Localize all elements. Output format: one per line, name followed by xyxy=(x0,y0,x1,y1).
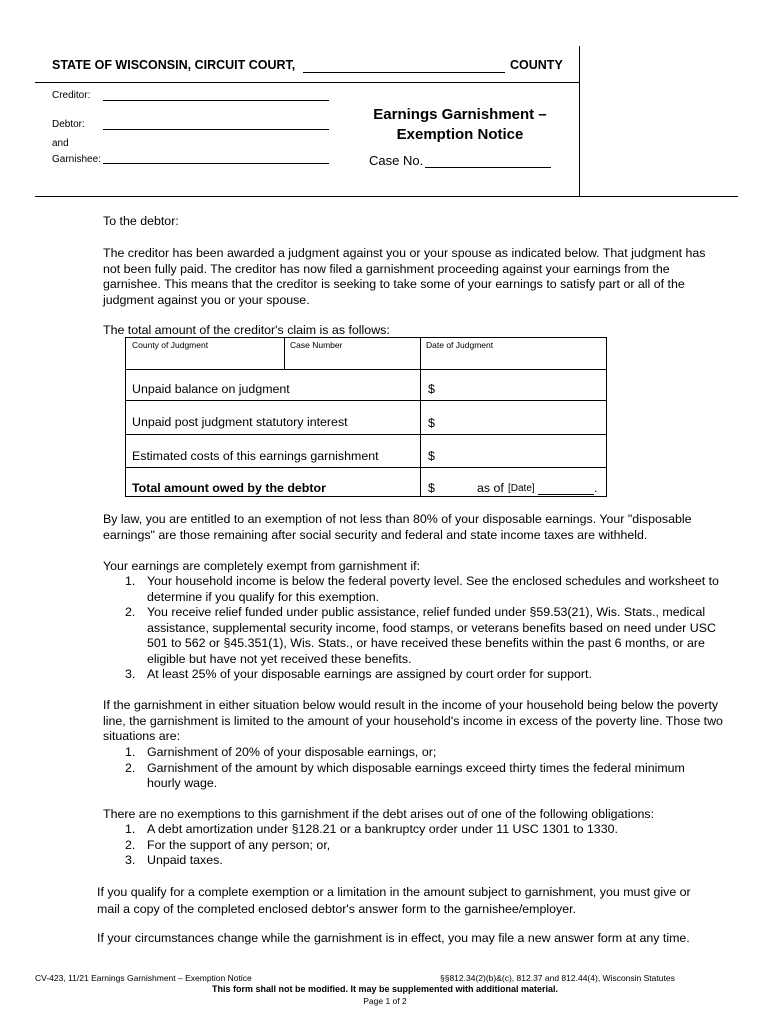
case-no-field[interactable] xyxy=(425,167,551,168)
list-item: 1. Your household income is below the federal poverty level. See the enclosed schedules and worksheet to determine if you qualify for this exemption. xyxy=(125,574,719,604)
unpaid-balance-label: Unpaid balance on judgment xyxy=(132,382,290,396)
form-title-line1: Earnings Garnishment – xyxy=(373,106,547,123)
as-of-date-field[interactable] xyxy=(538,494,594,495)
footer-notice: This form shall not be modified. It may be supplemented with additional material. xyxy=(211,984,559,994)
county-field[interactable] xyxy=(303,72,505,73)
costs-dollar: $ xyxy=(428,449,435,463)
table-rule-1 xyxy=(126,369,606,370)
list-item: 3. At least 25% of your disposable earnings are assigned by court order for support. xyxy=(125,667,592,681)
col-date-header: Date of Judgment xyxy=(426,340,494,350)
court-title xyxy=(52,58,295,72)
creditor-label: Creditor: xyxy=(52,90,91,101)
col-county-header: County of Judgment xyxy=(132,340,209,350)
table-col-sep-2 xyxy=(420,338,421,497)
table-rule-2 xyxy=(126,400,606,401)
table-rule-4 xyxy=(126,467,606,468)
list-item: 2. Garnishment of the amount by which disposable earnings exceed thirty times the federal minimum hourly wage. xyxy=(125,760,685,790)
list-item: 2. You receive relief funded under public assistance, relief funded under §59.53(21), Wis. Stats., medical assistance, supplemental security income, food stamps, or veterans benefits based on need under USC 501 to 562 or §45.351(1), Wis. Stats., or have received these benefits within the past 6 months, or are eligible but have not yet received these benefits. xyxy=(125,605,716,666)
no-exempt-intro: There are no exemptions to this garnishment if the debt arises out of one of the following obligations: xyxy=(103,807,655,821)
debtor-label: Debtor: xyxy=(52,119,85,130)
qualify-paragraph: If you qualify for a complete exemption or a limitation in the amount subject to garnishment, you must give or mail a copy of the completed enclosed debtor's answer form to the garnishee/employer. xyxy=(97,885,691,916)
list-item: 1. A debt amortization under §128.21 or a bankruptcy order under 11 USC 1301 to 1330. xyxy=(125,822,618,836)
claim-intro: The total amount of the creditor's claim is as follows: xyxy=(103,323,390,337)
interest-label: Unpaid post judgment statutory interest xyxy=(132,415,348,429)
header-top-rule xyxy=(35,82,580,83)
interest-dollar: $ xyxy=(428,416,435,430)
unpaid-balance-dollar: $ xyxy=(428,382,435,396)
costs-label: Estimated costs of this earnings garnishment xyxy=(132,449,379,463)
complete-exempt-list xyxy=(125,574,730,683)
footer-form-id: CV-423, 11/21 Earnings Garnishment – Exemption Notice xyxy=(35,973,252,983)
col-case-header: Case Number xyxy=(290,340,343,350)
list-item: 2. For the support of any person; or, xyxy=(125,837,331,852)
debtor-field[interactable] xyxy=(103,129,329,130)
as-of-period: . xyxy=(594,481,598,495)
no-exempt-list xyxy=(125,822,715,869)
header-right-border xyxy=(579,46,580,197)
total-label: Total amount owed by the debtor xyxy=(132,481,326,495)
table-col-sep-1 xyxy=(284,338,285,369)
date-placeholder: [Date] xyxy=(508,483,535,494)
footer-statutes: §§812.34(2)(b)&(c), 812.37 and 812.44(4), Wisconsin Statutes xyxy=(440,973,675,983)
county-label: COUNTY xyxy=(510,58,563,72)
court-prefix: STATE OF WISCONSIN, CIRCUIT COURT, xyxy=(52,58,296,72)
exemption-paragraph: By law, you are entitled to an exemption of not less than 80% of your disposable earnings. Your "disposable earnings" are those remaining after social security and federal and state income taxes are withheld. xyxy=(103,512,692,542)
intro-paragraph: The creditor has been awarded a judgment against you or your spouse as indicated below. That judgment has not been fully paid. The creditor has now filed a garnishment proceeding against your earnings from the garnishee. This means that the creditor is seeking to take some of your earnings to satisfy part or all of the judgment against you or your spouse. xyxy=(103,246,706,307)
change-paragraph: If your circumstances change while the garnishment is in effect, you may file a new answer form at any time. xyxy=(97,931,690,945)
complete-exempt-intro: Your earnings are completely exempt from garnishment if: xyxy=(103,559,421,573)
case-no-label: Case No. xyxy=(369,153,424,168)
form-title-line2: Exemption Notice xyxy=(396,126,524,143)
total-dollar: $ xyxy=(428,481,435,495)
and-label: and xyxy=(52,138,69,149)
garnishee-field[interactable] xyxy=(103,163,329,164)
as-of-label: as of xyxy=(477,481,504,495)
garnishee-label: Garnishee: xyxy=(52,154,101,165)
table-rule-3 xyxy=(126,434,606,435)
claim-table xyxy=(125,337,607,497)
creditor-field[interactable] xyxy=(103,100,329,101)
form-title xyxy=(345,105,575,145)
footer-page-number: Page 1 of 2 xyxy=(363,996,407,1006)
header-bottom-rule xyxy=(35,196,738,197)
limited-list xyxy=(125,745,715,792)
list-item: 3. Unpaid taxes. xyxy=(125,853,223,867)
salutation: To the debtor: xyxy=(103,214,179,228)
list-item: 1. Garnishment of 20% of your disposable earnings, or; xyxy=(125,745,437,759)
limited-intro: If the garnishment in either situation below would result in the income of your household being below the poverty line, the garnishment is limited to the amount of your household's income in excess of the poverty line. Those two situations are: xyxy=(103,698,723,743)
